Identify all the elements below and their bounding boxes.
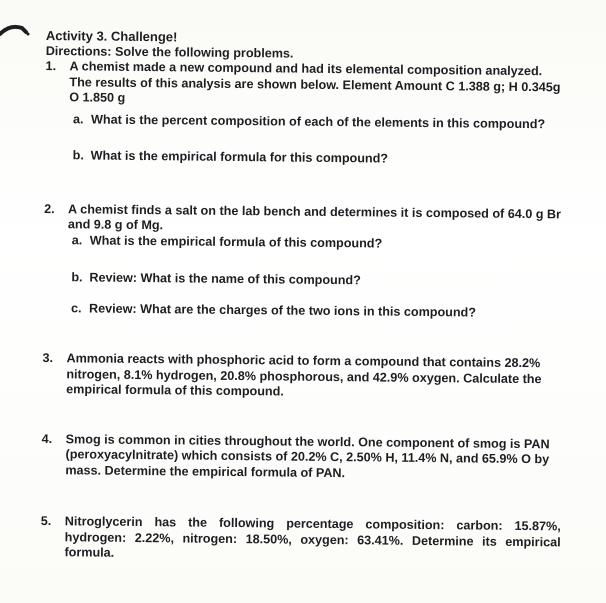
- problem-1-part-a: [73, 112, 565, 133]
- problem-5: [40, 514, 560, 566]
- problem-text: Smog is common in cities throughout the world. One component of smog is PAN (peroxyacylnitrate) which consists of 20.2% C, 2.50% H, 11.4% N, and 65.9% O by mass. Determine the empirical formula of PAN.: [65, 431, 550, 480]
- problem-1: [45, 59, 565, 111]
- worksheet-content: [40, 28, 566, 566]
- problem-text: Ammonia reacts with phosphoric acid to form a compound that contains 28.2% nitrogen, 8.1% hydrogen, 20.8% phosphorous, and 42.9% oxygen. Calculate the empirical formula of this compound.: [66, 351, 542, 399]
- activity-title: Activity 3. Challenge!: [45, 28, 178, 45]
- problem-text: A chemist made a new compound and had its elemental composition analyzed. The results of this analysis are shown below. Element Amount C 1.388 g; H 0.345g O 1.850 g: [69, 59, 561, 105]
- problem-text: A chemist finds a salt on the lab bench and determines it is composed of 64.0 g Br and 9.8 g of Mg.: [67, 201, 562, 233]
- part-label: c.: [70, 300, 82, 315]
- problem-number: 5.: [40, 513, 52, 529]
- problem-text: Nitroglycerin has the following percentage composition: carbon: 15.87%, hydrogen: 2.22%, nitrogen: 18.50%, oxygen: 63.41%. Determine its empirical formula.: [64, 514, 561, 560]
- corner-scribble-icon: [0, 22, 30, 44]
- problem-4: [41, 431, 561, 483]
- part-text: What is the percent composition of each of the elements in this compound?: [90, 111, 546, 131]
- part-label: a.: [72, 111, 84, 126]
- problem-number: 2.: [44, 201, 55, 216]
- part-label: a.: [71, 232, 83, 247]
- part-text: Review: What are the charges of the two ions in this compound?: [88, 300, 477, 320]
- problem-number: 1.: [45, 58, 57, 74]
- directions-text: Directions: Solve the following problems.: [45, 43, 294, 61]
- part-label: b.: [71, 270, 83, 285]
- problem-2-part-c: [71, 301, 563, 322]
- problem-2-part-b: [71, 270, 563, 291]
- part-text: Review: What is the name of this compound?: [89, 270, 361, 288]
- problem-1-part-b: [73, 148, 565, 169]
- problem-number: 3.: [42, 350, 54, 366]
- problem-number: 4.: [41, 431, 53, 446]
- part-label: b.: [72, 148, 84, 163]
- part-text: What is the empirical formula for this compound?: [90, 148, 389, 166]
- problem-3: [42, 351, 562, 403]
- part-text: What is the empirical formula of this compound?: [89, 232, 383, 251]
